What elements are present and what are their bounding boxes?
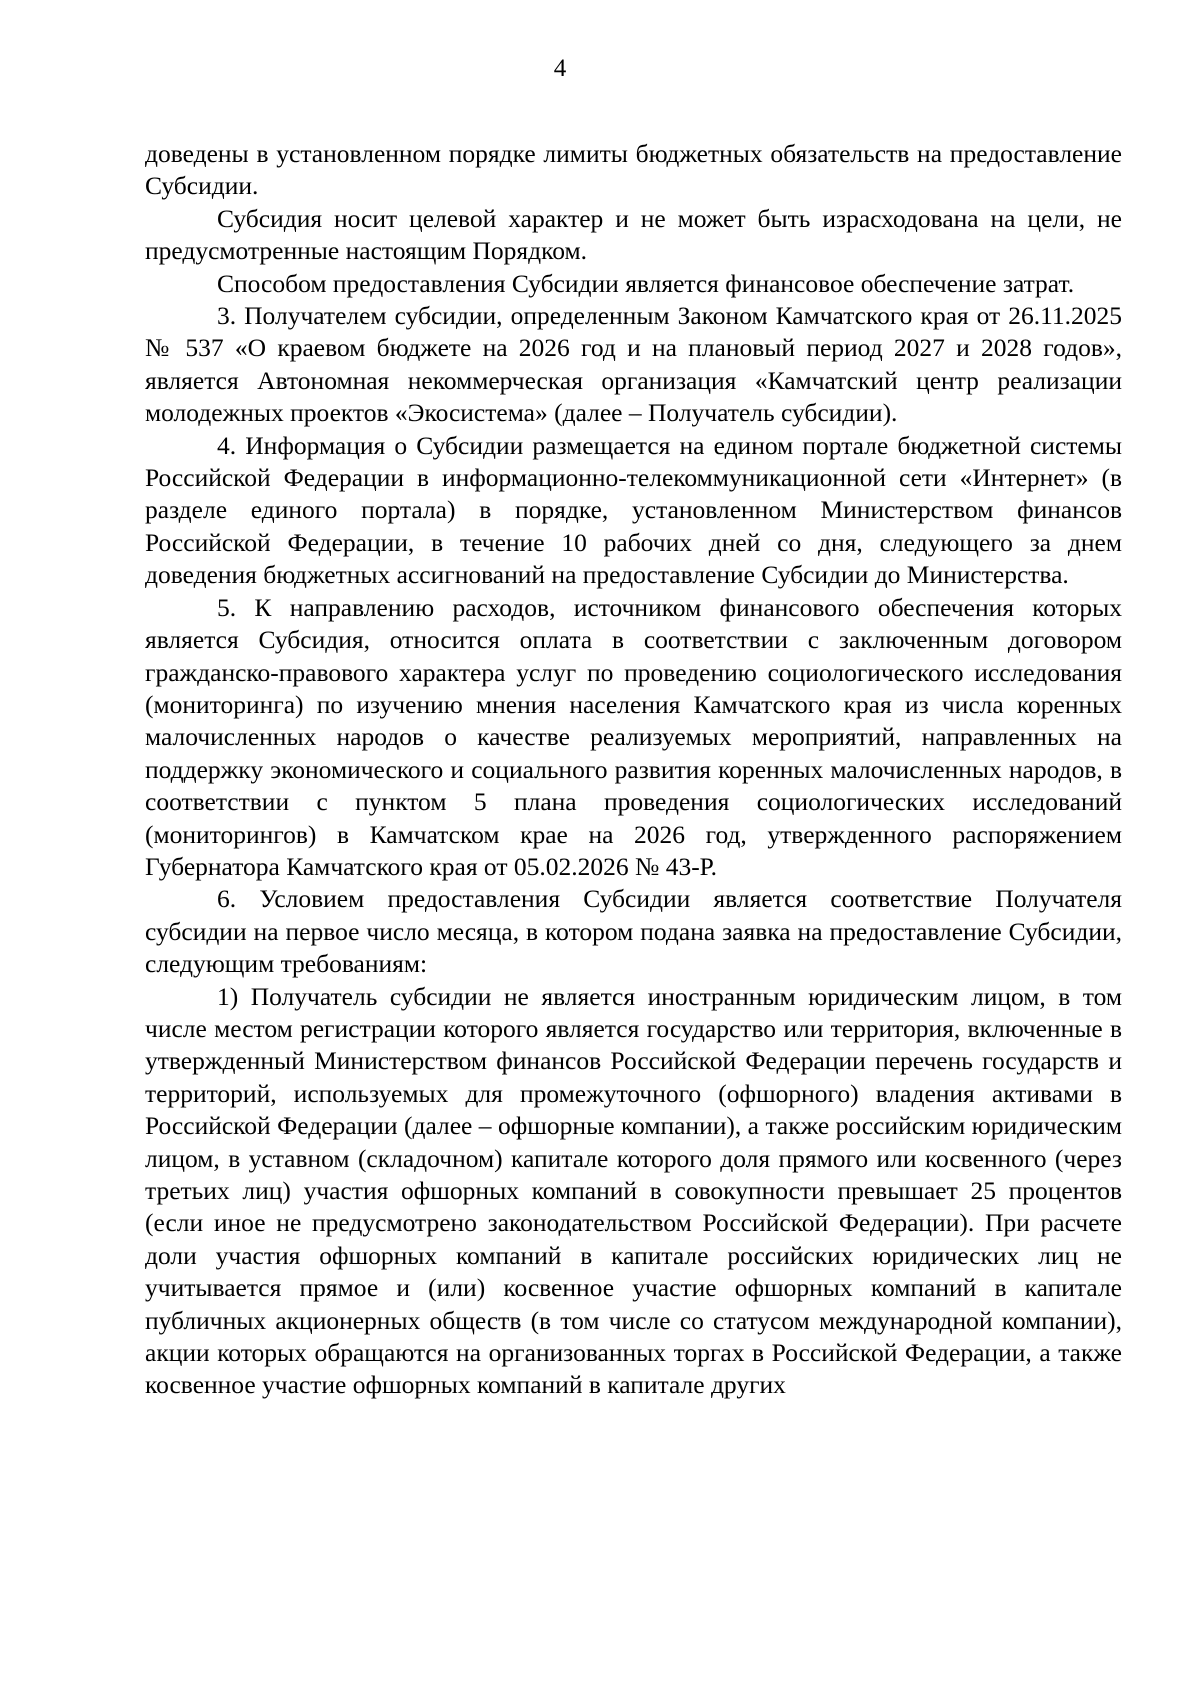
document-body	[145, 138, 1122, 1402]
paragraph-item-4: 4. Информация о Субсидии размещается на едином портале бюджетной системы Российской Федерации в информационно-телекоммуникационной сети «Интернет» (в разделе единого портала) в порядке, установленном Министерством финансов Российской Федерации, в течение 10 рабочих дней со дня, следующего за днем доведения бюджетных ассигнований на предоставление Субсидии до Министерства.	[145, 430, 1122, 590]
paragraph-subsidy-method: Способом предоставления Субсидии является финансовое обеспечение затрат.	[217, 268, 1075, 298]
paragraph-item-3: 3. Получателем субсидии, определенным Законом Камчатского края от 26.11.2025 № 537 «О краевом бюджете на 2026 год и на плановый период 2027 и 2028 годов», является Автономная некоммерческая организация «Камчатский центр реализации молодежных проектов «Экосистема» (далее – Получатель субсидии).	[145, 301, 1122, 428]
paragraph-subsidy-purpose: Субсидия носит целевой характер и не может быть израсходована на цели, не предусмотренные настоящим Порядком.	[145, 203, 1122, 266]
paragraph-subitem-1: 1) Получатель субсидии не является иностранным юридическим лицом, в том числе местом регистрации которого является государство или территория, включенные в утвержденный Министерством финансов Российской Федерации перечень государств и территорий, используемых для промежуточного (офшорного) владения активами в Российской Федерации (далее – офшорные компании), а также российским юридическим лицом, в уставном (складочном) капитале которого доля прямого или косвенного (через третьих лиц) участия офшорных компаний в совокупности превышает 25 процентов (если иное не предусмотрено законодательством Российской Федерации). При расчете доли участия офшорных компаний в капитале российских юридических лиц не учитывается прямое и (или) косвенное участие офшорных компаний в капитале публичных акционерных обществ (в том числе со статусом международной компании), акции которых обращаются на организованных торгах в Российской Федерации, а также косвенное участие офшорных компаний в капитале других	[145, 981, 1122, 1400]
page-number: 4	[553, 55, 567, 82]
paragraph-item-5: 5. К направлению расходов, источником финансового обеспечения которых является Субсидия, относится оплата в соответствии с заключенным договором гражданско-правового характера услуг по проведению социологического исследования (мониторинга) по изучению мнения населения Камчатского края из числа коренных малочисленных народов о качестве реализуемых мероприятий, направленных на поддержку экономического и социального развития коренных малочисленных народов, в соответствии с пунктом 5 плана проведения социологических исследований (мониторингов) в Камчатском крае на 2026 год, утвержденного распоряжением Губернатора Камчатского края от 05.02.2026 № 43-Р.	[145, 592, 1122, 881]
paragraph-continuation: доведены в установленном порядке лимиты бюджетных обязательств на предоставление Субсидии.	[145, 139, 1122, 201]
paragraph-item-6: 6. Условием предоставления Субсидии является соответствие Получателя субсидии на первое число месяца, в котором подана заявка на предоставление Субсидии, следующим требованиям:	[145, 884, 1122, 979]
